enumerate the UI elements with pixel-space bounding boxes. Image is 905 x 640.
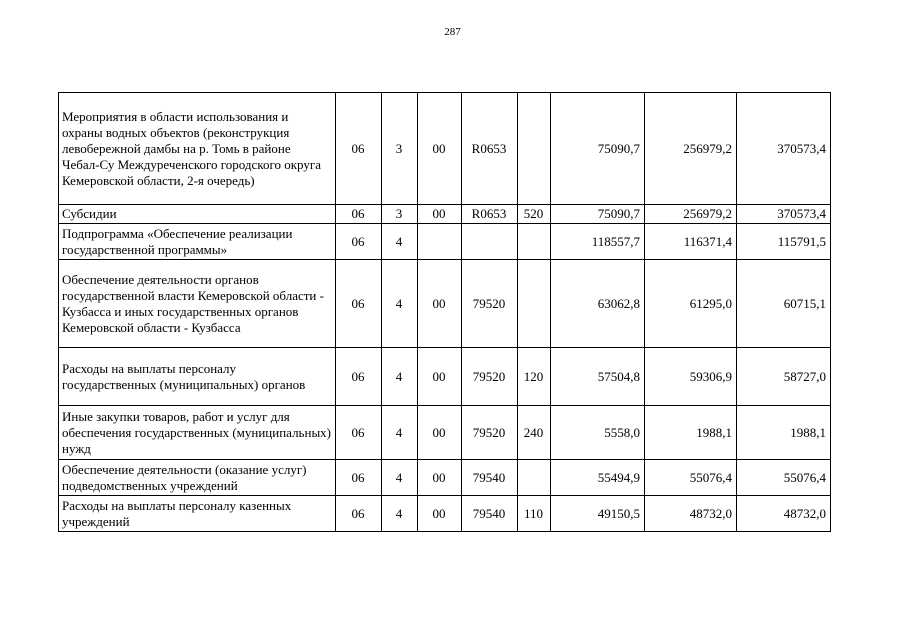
cell-amount-3: 55076,4	[737, 460, 831, 496]
cell-subrazdel: 4	[382, 406, 418, 460]
table-row	[59, 460, 831, 496]
table-row	[59, 260, 831, 348]
cell-amount-1: 57504,8	[551, 348, 645, 406]
cell-podprogramma: 00	[418, 496, 462, 532]
row-description: Расходы на выплаты персоналу государственных (муниципальных) органов	[59, 348, 336, 406]
cell-podprogramma: 00	[418, 406, 462, 460]
cell-amount-3: 48732,0	[737, 496, 831, 532]
row-description: Субсидии	[59, 205, 336, 224]
cell-podprogramma	[418, 224, 462, 260]
cell-subrazdel: 3	[382, 205, 418, 224]
cell-tselevaya-statya: 79540	[462, 496, 518, 532]
cell-razdel: 06	[336, 224, 382, 260]
cell-subrazdel: 4	[382, 496, 418, 532]
cell-amount-2: 61295,0	[645, 260, 737, 348]
cell-amount-1: 63062,8	[551, 260, 645, 348]
cell-subrazdel: 3	[382, 93, 418, 205]
cell-podprogramma: 00	[418, 260, 462, 348]
cell-vid-raskhodov	[518, 224, 551, 260]
cell-razdel: 06	[336, 460, 382, 496]
cell-vid-raskhodov: 110	[518, 496, 551, 532]
cell-vid-raskhodov	[518, 260, 551, 348]
row-description: Мероприятия в области использования и охраны водных объектов (реконструкция левобережной дамбы на р. Томь в районе Чебал-Су Междуреченского городского округа Кемеровской области, 2-я очередь)	[59, 93, 336, 205]
cell-amount-3: 58727,0	[737, 348, 831, 406]
cell-amount-3: 1988,1	[737, 406, 831, 460]
cell-razdel: 06	[336, 496, 382, 532]
budget-table	[58, 92, 831, 532]
cell-subrazdel: 4	[382, 224, 418, 260]
row-description: Подпрограмма «Обеспечение реализации государственной программы»	[59, 224, 336, 260]
table-row	[59, 406, 831, 460]
cell-tselevaya-statya: 79520	[462, 260, 518, 348]
cell-vid-raskhodov	[518, 460, 551, 496]
page-number: 287	[444, 26, 461, 38]
cell-amount-1: 75090,7	[551, 93, 645, 205]
cell-subrazdel: 4	[382, 460, 418, 496]
cell-vid-raskhodov: 520	[518, 205, 551, 224]
cell-amount-1: 118557,7	[551, 224, 645, 260]
cell-tselevaya-statya	[462, 224, 518, 260]
cell-razdel: 06	[336, 348, 382, 406]
cell-subrazdel: 4	[382, 348, 418, 406]
cell-tselevaya-statya: R0653	[462, 205, 518, 224]
row-description: Обеспечение деятельности (оказание услуг) подведомственных учреждений	[59, 460, 336, 496]
cell-amount-3: 60715,1	[737, 260, 831, 348]
cell-podprogramma: 00	[418, 93, 462, 205]
cell-podprogramma: 00	[418, 460, 462, 496]
cell-vid-raskhodov	[518, 93, 551, 205]
table-row	[59, 224, 831, 260]
cell-razdel: 06	[336, 406, 382, 460]
cell-vid-raskhodov: 120	[518, 348, 551, 406]
cell-razdel: 06	[336, 260, 382, 348]
table-row	[59, 348, 831, 406]
cell-amount-2: 116371,4	[645, 224, 737, 260]
cell-amount-3: 370573,4	[737, 205, 831, 224]
cell-amount-2: 59306,9	[645, 348, 737, 406]
cell-podprogramma: 00	[418, 348, 462, 406]
cell-amount-2: 256979,2	[645, 205, 737, 224]
cell-razdel: 06	[336, 93, 382, 205]
cell-amount-3: 370573,4	[737, 93, 831, 205]
table-row	[59, 205, 831, 224]
row-description: Расходы на выплаты персоналу казенных учреждений	[59, 496, 336, 532]
table-row	[59, 496, 831, 532]
cell-tselevaya-statya: 79520	[462, 406, 518, 460]
cell-amount-2: 55076,4	[645, 460, 737, 496]
cell-amount-1: 75090,7	[551, 205, 645, 224]
table-row	[59, 93, 831, 205]
cell-amount-1: 55494,9	[551, 460, 645, 496]
row-description: Обеспечение деятельности органов государственной власти Кемеровской области - Кузбасса и иных государственных органов Кемеровской области - Кузбасса	[59, 260, 336, 348]
cell-amount-2: 1988,1	[645, 406, 737, 460]
row-description: Иные закупки товаров, работ и услуг для обеспечения государственных (муниципальных) нужд	[59, 406, 336, 460]
cell-amount-3: 115791,5	[737, 224, 831, 260]
cell-subrazdel: 4	[382, 260, 418, 348]
cell-tselevaya-statya: R0653	[462, 93, 518, 205]
cell-vid-raskhodov: 240	[518, 406, 551, 460]
cell-amount-1: 49150,5	[551, 496, 645, 532]
cell-tselevaya-statya: 79520	[462, 348, 518, 406]
cell-amount-1: 5558,0	[551, 406, 645, 460]
cell-tselevaya-statya: 79540	[462, 460, 518, 496]
cell-amount-2: 48732,0	[645, 496, 737, 532]
cell-podprogramma: 00	[418, 205, 462, 224]
cell-amount-2: 256979,2	[645, 93, 737, 205]
cell-razdel: 06	[336, 205, 382, 224]
